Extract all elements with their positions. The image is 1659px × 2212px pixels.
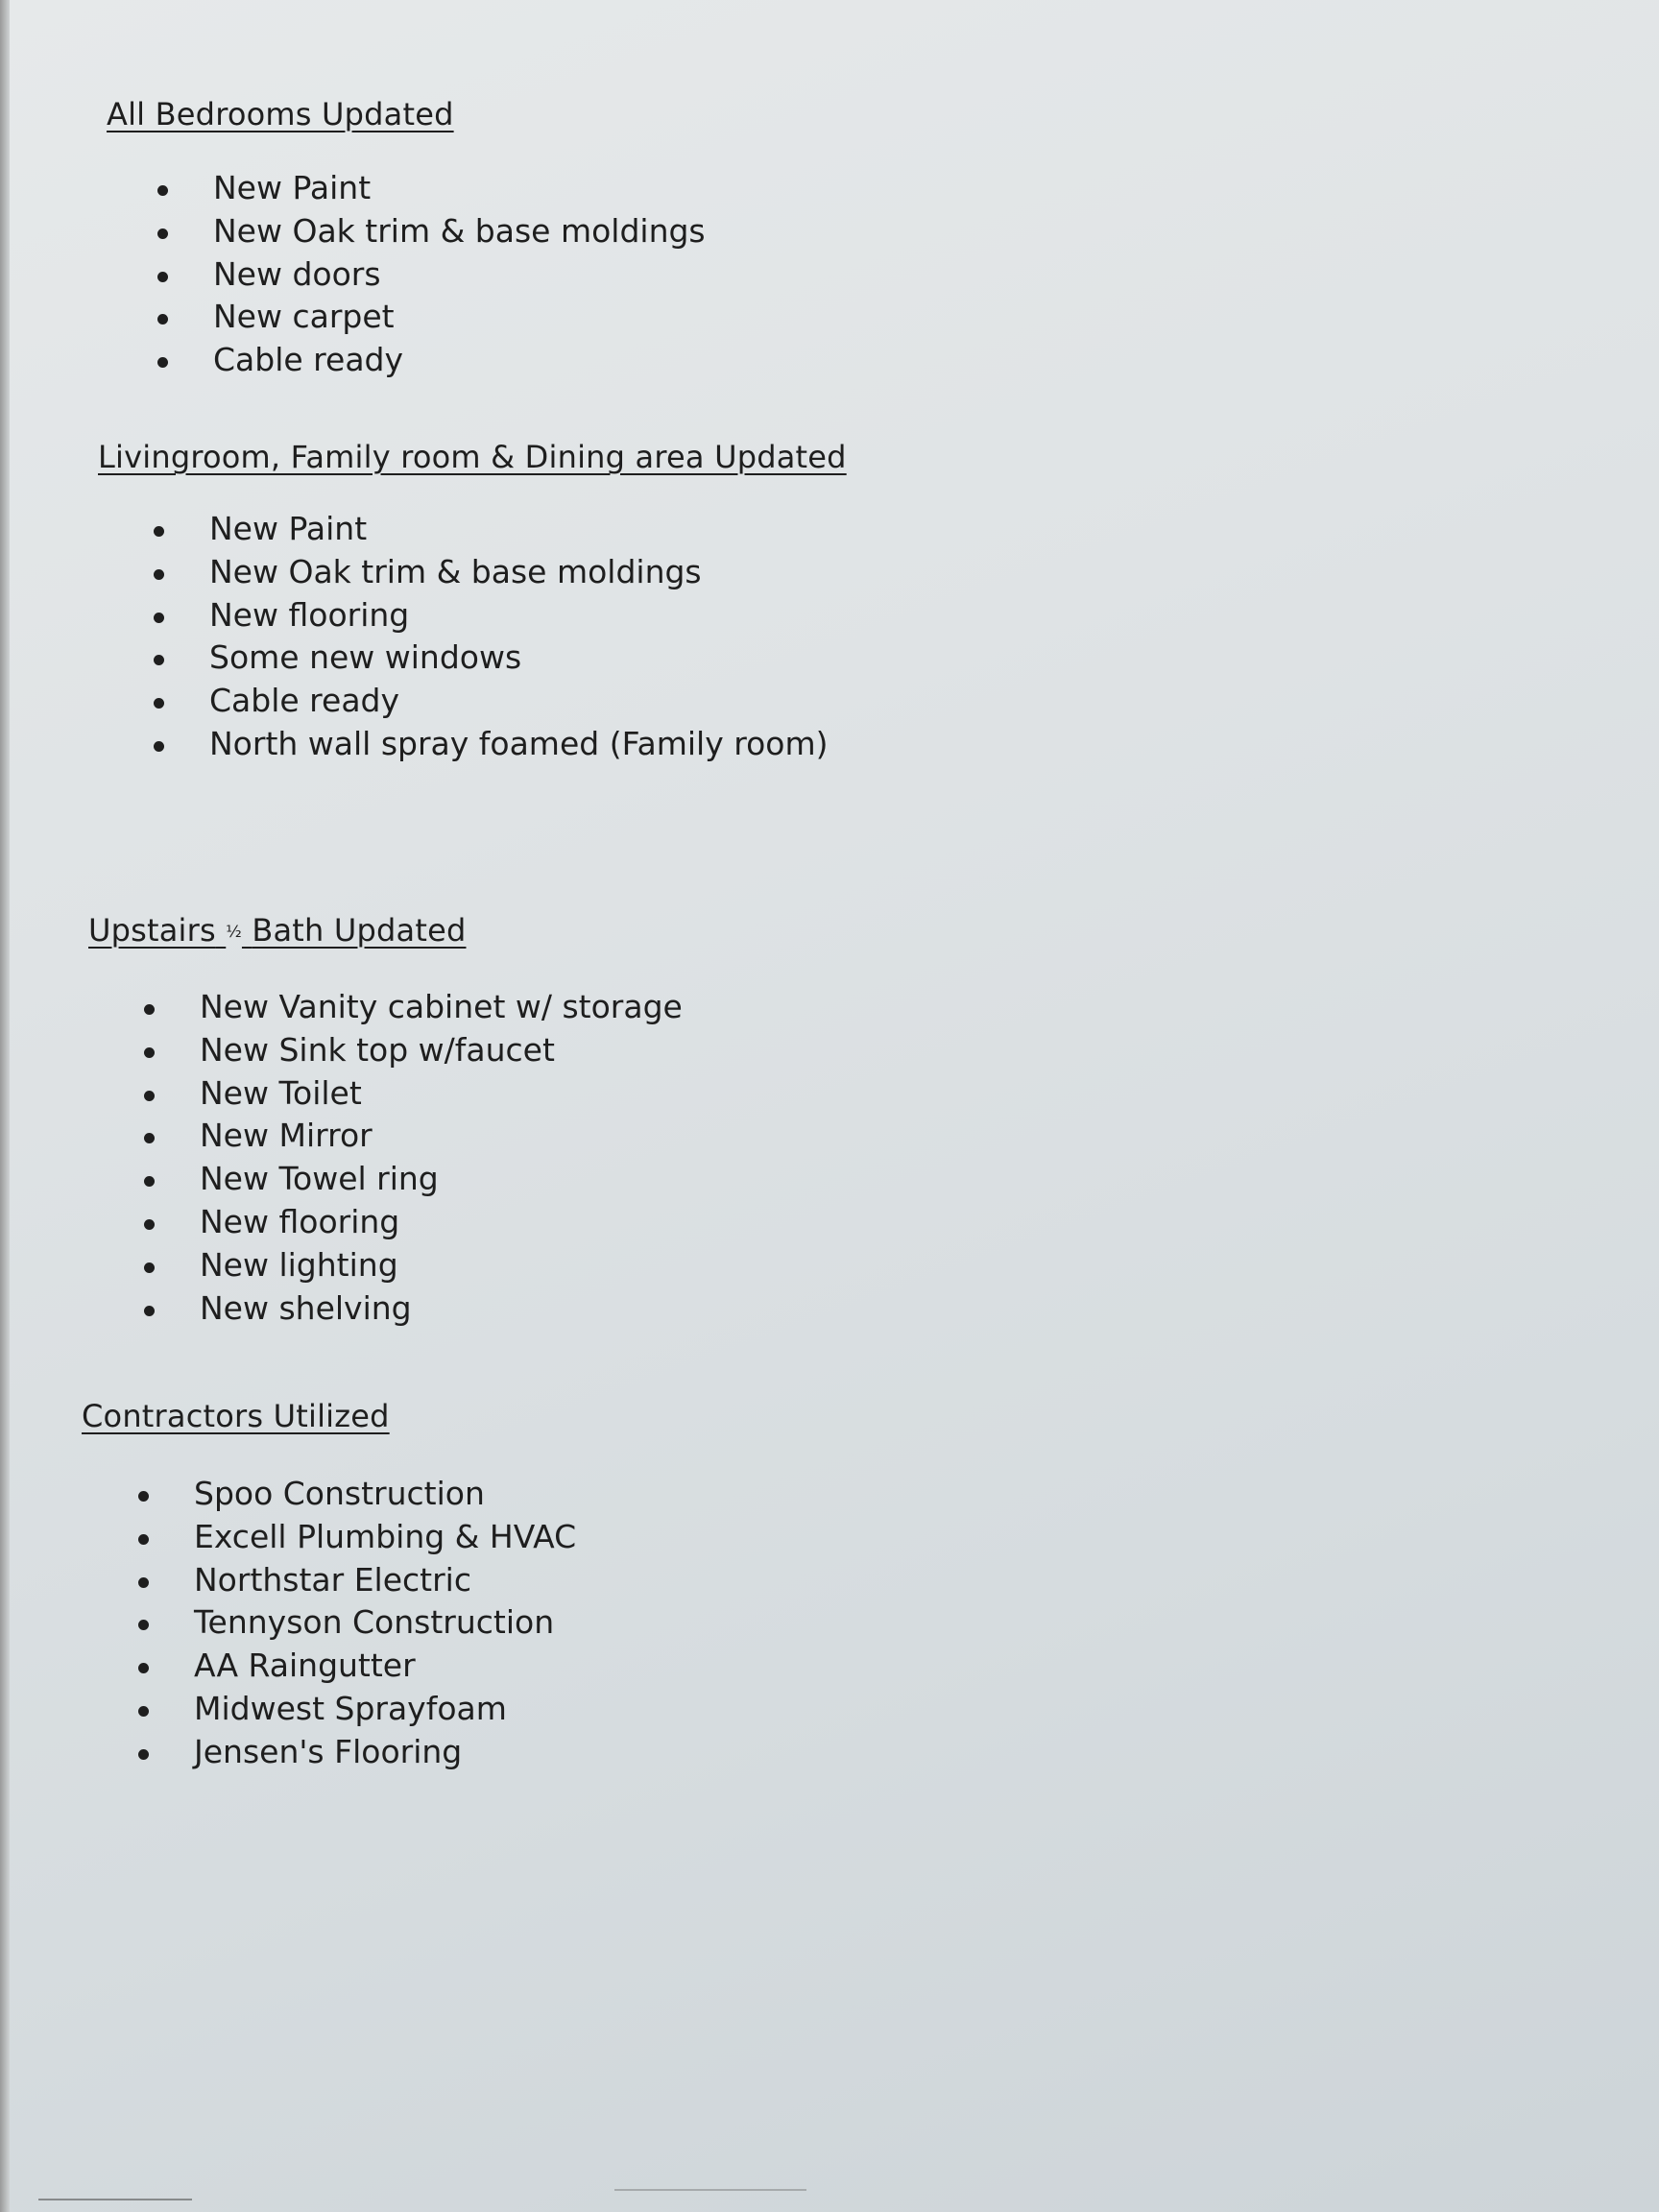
heading-suffix: Bath Updated — [252, 912, 467, 949]
ink-smudge — [38, 2199, 192, 2200]
bullet-list — [102, 508, 847, 766]
list-item: New Oak trim & base moldings — [106, 210, 706, 253]
list-item: North wall spray foamed (Family room) — [102, 723, 847, 766]
list-item: New Paint — [106, 167, 706, 210]
section-heading: Contractors Utilized — [82, 1398, 390, 1434]
list-item: Jensen's Flooring — [86, 1731, 576, 1774]
list-item: Spoo Construction — [86, 1473, 576, 1516]
list-item: New flooring — [102, 594, 847, 637]
section-heading: Livingroom, Family room & Dining area Updated — [98, 439, 847, 475]
section-contractors — [82, 1398, 576, 1774]
bullet-list — [92, 986, 683, 1330]
list-item: Cable ready — [106, 339, 706, 382]
section-living-areas — [98, 439, 847, 766]
section-heading: All Bedrooms Updated — [107, 96, 454, 132]
bullet-list — [106, 167, 706, 382]
list-item: Midwest Sprayfoam — [86, 1688, 576, 1731]
list-item: New Oak trim & base moldings — [102, 551, 847, 594]
list-item: AA Raingutter — [86, 1645, 576, 1688]
list-item: New Mirror — [92, 1115, 683, 1158]
list-item: New Paint — [102, 508, 847, 551]
ink-smudge — [614, 2189, 806, 2191]
list-item: Tennyson Construction — [86, 1601, 576, 1645]
list-item: New Sink top w/faucet — [92, 1029, 683, 1072]
list-item: New Toilet — [92, 1072, 683, 1116]
list-item: New carpet — [106, 296, 706, 339]
list-item: New Towel ring — [92, 1158, 683, 1201]
list-item: Cable ready — [102, 680, 847, 723]
heading-fraction: ½ — [226, 923, 242, 942]
list-item: Excell Plumbing & HVAC — [86, 1516, 576, 1559]
list-item: New doors — [106, 253, 706, 297]
section-bedrooms — [107, 96, 706, 382]
list-item: New shelving — [92, 1287, 683, 1331]
heading-prefix: Upstairs — [88, 912, 216, 949]
list-item: New Vanity cabinet w/ storage — [92, 986, 683, 1029]
bullet-list — [86, 1473, 576, 1774]
paper-edge — [0, 0, 10, 2212]
list-item: Northstar Electric — [86, 1559, 576, 1602]
section-heading — [88, 912, 683, 949]
section-upstairs-bath — [88, 912, 683, 1330]
list-item: Some new windows — [102, 637, 847, 680]
list-item: New flooring — [92, 1201, 683, 1244]
list-item: New lighting — [92, 1244, 683, 1287]
